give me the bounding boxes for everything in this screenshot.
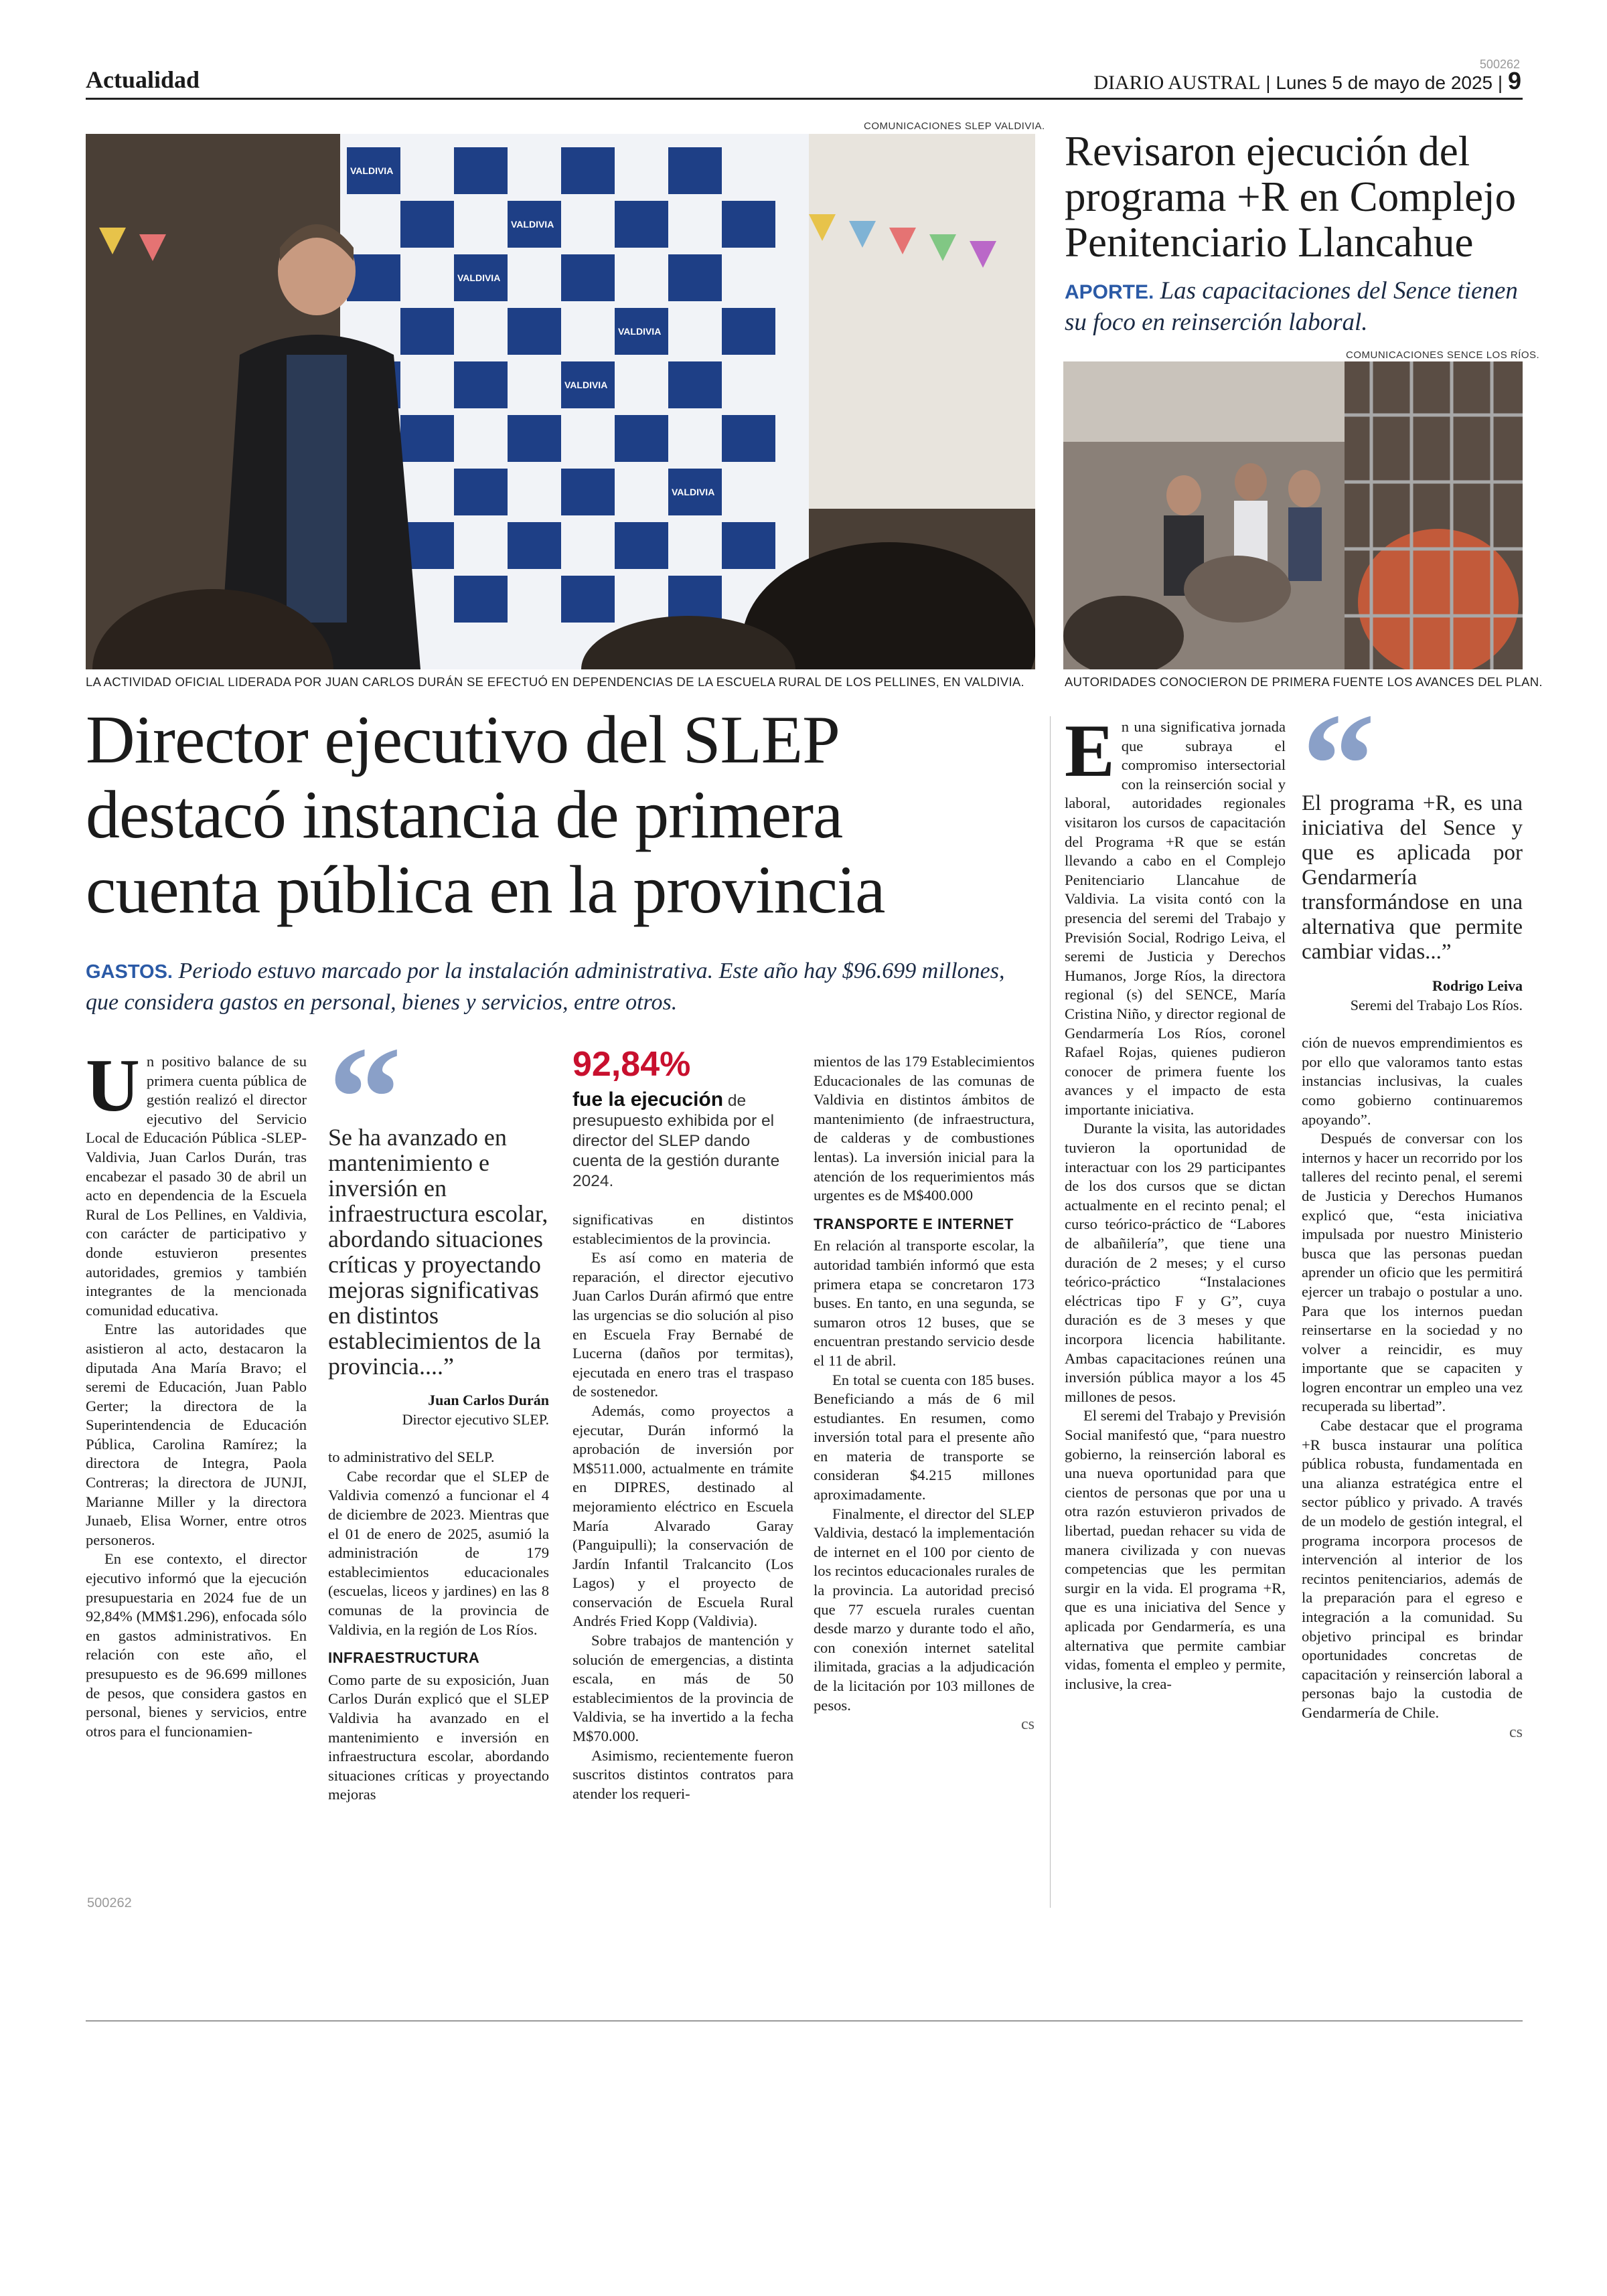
main-paragraph: Como parte de su exposición, Juan Carlos Durán explicó que el SLEP Valdivia ha avanzado en el mantenimiento e inversión en infraestructura escolar, abordando situaciones críticas y proyectando mejoras [328, 1671, 549, 1803]
drop-cap: E [1065, 710, 1115, 793]
drop-cap: U [86, 1044, 140, 1127]
pull-quote: El programa +R, es una iniciativa del Sence y que es aplicada por Gendarmería transformándose en una alternativa que permite cambiar vidas...” [1302, 791, 1523, 964]
main-paragraph: Un positivo balance de su primera cuenta pública de gestión realizó el director ejecutivo del Servicio Local de Educación Pública -SLEP- Valdivia, Juan Carlos Durán, tras encabezar el pasado 30 de abril un acto en dependencia de la Escuela Rural de Los Pellines, en Valdivia, con carácter de participativo y donde estuvieron presentes autoridades, gremios y también integrantes de la mencionada comunidad educativa. [86, 1044, 307, 1319]
main-paragraph: Entre las autoridades que asistieron al acto, destacaron la diputada Ana María Bravo; el seremi de Educación, Juan Pablo Gerter; la directora de la Superintendencia de Educación Pública, Carolina Ramírez; la directora de Integra, Paola Contreras; la directora de JUNJI, Marianne Miller y la directora Junaeb, Elisa Worner, entre otros personeros. [86, 1321, 307, 1548]
quote-role: Seremi del Trabajo Los Ríos. [1350, 996, 1523, 1013]
main-photo-illustration [86, 134, 1035, 669]
main-paragraph: Es así como en materia de reparación, el director ejecutivo Juan Carlos Durán afirmó que entre las urgencias se dio solución al piso en Escuela Fray Bernabé de Lucerna (daños por termitas), ejecutada en enero tras el traspaso de sostenedor. [572, 1249, 793, 1400]
main-paragraph: Cabe recordar que el SLEP de Valdivia comenzó a funcionar el 4 de diciembre de 2023. Mientras que el 01 de enero de 2025, asumió la administración de 179 establecimientos educacionales (escuelas, liceos y jardines) en las 8 comunas de la provincia de Valdivia, en la región de Los Ríos. [328, 1467, 549, 1638]
side-photo-illustration [1063, 361, 1523, 669]
side-photo [1063, 361, 1523, 669]
quote-role: Director ejecutivo SLEP. [402, 1410, 549, 1428]
end-mark-icon: cs [1021, 1716, 1035, 1734]
side-photo-credit: COMUNICACIONES SENCE LOS RÍOS. [1346, 349, 1540, 361]
main-paragraph: En relación al transporte escolar, la autoridad también informó que esta primera etapa se concretaron 173 buses. En tanto, en una segunda, se sumaron otros 12 buses, que se encuentran prestando servicio desde el 11 de abril. [814, 1237, 1035, 1369]
main-headline-line: destacó instancia de primera [86, 777, 843, 853]
side-paragraph: El seremi del Trabajo y Previsión Social manifestó que, “para nuestro gobierno, la reinserción laboral es una nueva oportunidad para que cientos de personas que por una u otra razón estuvieron privados de libertad, puedan rehacer su vida de manera civilizada y con nuevas competencias que les permitan surgir en la vida. El programa +R, que es una iniciativa del Sence y aplicada por Gendarmería, es una alternativa que permite cambiar vidas, fomenta el empleo y permite, inclusive, la crea- [1065, 1407, 1286, 1692]
main-lead-text: Periodo estuvo marcado por la instalación administrativa. Este año hay $96.699 millones, que considera gastos en personal, bienes y servicios, entre otros. [86, 959, 1005, 1015]
side-lead [1065, 276, 1527, 337]
column-divider [1050, 716, 1051, 1908]
side-kicker: APORTE. [1065, 281, 1154, 303]
side-column-2 [1302, 711, 1523, 1742]
section-label: Actualidad [86, 66, 200, 93]
paper-name: DIARIO AUSTRAL [1093, 72, 1261, 94]
quote-author: Juan Carlos Durán [428, 1392, 549, 1408]
side-column-1 [1065, 710, 1286, 1694]
stat-bold: fue la ejecución [572, 1088, 724, 1111]
side-headline [1065, 129, 1527, 265]
main-paragraph: Además, como proyectos a ejecutar, Durán informó la aprobación de inversión por M$511.000, actualmente en trámite en DIPRES, destinado al mejoramiento eléctrico en Escuela María Alvarado Garay (Panguipulli); la conservación de Jardín Infantil Tralcancito (Los Lagos) y el proyecto de conservación de Escuela Rural Andrés Fried Kopp (Valdivia). [572, 1402, 793, 1630]
main-column-2 [328, 1044, 549, 1805]
backdrop-text: VALDIVIA [672, 487, 715, 497]
main-paragraph: Finalmente, el director del SLEP Valdivia, destacó la implementación de internet en el 100 por ciento de los recintos educacionales rurales de la provincia. La autoridad precisó que 77 escuela rurales cuentan desde marzo y durante todo el año, con conexión internet satelital ilimitada, gracias a la adjudicación de la licitación por 103 millones de pesos. [814, 1505, 1035, 1714]
main-paragraph: En ese contexto, el director ejecutivo informó que la ejecución presupuestaria en 2024 fue de un 92,84% (MM$1.296), enfocada sólo en gastos administrativos. En relación con este año, el presupuesto es de 96.699 millones de pesos, que considera gastos en personal, bienes y servicios, entre otros para el funcionamien- [86, 1550, 307, 1740]
backdrop-text: VALDIVIA [511, 219, 554, 230]
side-headline-line: Penitenciario Llancahue [1065, 219, 1474, 266]
main-headline-line: Director ejecutivo del SLEP [86, 702, 840, 778]
main-lead [86, 956, 1037, 1018]
main-paragraph: En total se cuenta con 185 buses. Beneficiando a más de 6 mil estudiantes. En resumen, como inversión total para el presente año en materia de transporte se consideran $4.215 millones aproximadamente. [814, 1371, 1035, 1503]
main-photo [86, 134, 1035, 669]
main-paragraph: mientos de las 179 Establecimientos Educacionales de las comunas de Valdivia en distintos ámbitos de mantenimiento (de infraestructura, de calderas y de combustiones lentas). La inversión inicial para la atención de los requerimientos más urgentes es de M$400.000 [814, 1053, 1035, 1204]
main-column-4 [814, 1052, 1035, 1734]
end-mark-icon: cs [1509, 1723, 1523, 1741]
main-paragraph: significativas en distintos establecimientos de la provincia. [572, 1211, 793, 1247]
separator: | [1266, 72, 1276, 93]
backdrop-text: VALDIVIA [457, 272, 501, 283]
side-paragraph: En una significativa jornada que subraya el compromiso intersectorial con la reinserción social y laboral, autoridades regionales visitaron los cursos de capacitación del Programa +R que se están llevando a cabo en el Complejo Penitenciario Llancahue de Valdivia. La visita contó con la presencia del seremi del Trabajo y Previsión Social, Rodrigo Leiva, el seremi de Justicia y Derechos Humanos, Jorge Ríos, la directora regional (s) del SENCE, María Cristina Niño, y director regional de Gendarmería Los Ríos, coronel Rafael Rojas, quienes pudieron conocer de primera fuente los avances y el impacto de esta importante iniciativa. [1065, 710, 1286, 1118]
main-photo-caption: LA ACTIVIDAD OFICIAL LIDERADA POR JUAN CARLOS DURÁN SE EFECTUÓ EN DEPENDENCIAS DE LA ESCUELA RURAL DE LOS PELLINES, EN VALDIVIA. [86, 675, 1024, 689]
quote-mark-icon [328, 1044, 549, 1125]
main-column-1 [86, 1044, 307, 1741]
pull-quote: Se ha avanzado en mantenimiento e inversión en infraestructura escolar, abordando situaciones críticas y proyectando mejoras significativas en distintos establecimientos de la provincia....” [328, 1124, 548, 1380]
page-code: 500262 [87, 1896, 132, 1910]
side-paragraph: Después de conversar con los internos y hacer un recorrido por los talleres del recinto penal, el seremi de Justicia y Derechos Humanos explicó que, “esta iniciativa impulsada por nuestro Ministerio busca que las personas puedan aprender un oficio que les permitirá ejercer un trabajo o postular a uno. Para que los internos puedan reinsertarse en la sociedad y no volver a reincidir, es muy importante que se capaciten y logren encontrar un empleo una vez recuperada su libertad”. [1302, 1130, 1523, 1415]
main-column-3 [572, 1210, 793, 1803]
side-paragraph: Cabe destacar que el programa +R busca instaurar una política pública robusta, fundamentada en una alianza estratégica entre el sector público y privado. A través de un modelo de gestión integral, el programa incorpora procesos de intervención al interior de los recintos penitenciarios, además de la preparación para el egreso e integración a la comunidad. Su objetivo principal es brindar oportunidades concretas de capacitación y reinserción laboral a personas bajo la custodia de Gendarmería de Chile. [1302, 1417, 1523, 1721]
section-subhead: INFRAESTRUCTURA [328, 1649, 480, 1667]
main-headline [86, 703, 1037, 928]
side-headline-line: Revisaron ejecución del [1065, 128, 1470, 175]
quote-author: Rodrigo Leiva [1432, 977, 1523, 994]
main-paragraph: Sobre trabajos de mantención y solución de emergencias, a distinta escala, en más de 50 establecimientos de la provincia de Valdivia, se ha invertido a la fecha M$70.000. [572, 1632, 793, 1745]
side-paragraph: Durante la visita, las autoridades tuvieron la oportunidad de interactuar con los 29 participantes de los dos cursos que se dictan actualmente en el recinto penal; el curso teórico-práctico de “Labores de albañilería”, que tiene una duración de 2 meses; y el curso teórico-práctico “Instalaciones eléctricas tipo F y G”, cuya duración es de 3 meses y que incorpora licencia habilitante. Ambas capacitaciones reúnen una inversión pública mayor a los 45 millones de pesos. [1065, 1120, 1286, 1405]
main-kicker: GASTOS. [86, 961, 173, 983]
stat-value: 92,84% [572, 1045, 691, 1084]
bottom-rule [86, 2020, 1523, 2022]
side-paragraph: ción de nuevos emprendimientos es por ello que valoramos tanto estas instancias inclusivas, la cuales como gobierno continuaremos apoyando”. [1302, 1034, 1523, 1128]
backdrop-text: VALDIVIA [564, 380, 608, 390]
side-photo-caption: AUTORIDADES CONOCIERON DE PRIMERA FUENTE LOS AVANCES DEL PLAN. [1065, 675, 1543, 689]
backdrop-text: VALDIVIA [618, 326, 662, 337]
side-lead-text: Las capacitaciones del Sence tienen su foco en reinserción laboral. [1065, 277, 1518, 336]
header-rule [86, 98, 1523, 100]
stat-description: fue la ejecución de presupuesto exhibida por el director del SLEP dando cuenta de la gestión durante 2024. [572, 1088, 780, 1190]
main-headline-line: cuenta pública en la provincia [86, 852, 885, 928]
quote-mark-icon [1302, 711, 1523, 791]
side-headline-line: programa +R en Complejo [1065, 173, 1517, 220]
page-code: 500262 [1479, 58, 1520, 71]
main-paragraph: Asimismo, recientemente fueron suscritos distintos contratos para atender los requeri- [572, 1746, 793, 1802]
masthead-info [1093, 67, 1521, 95]
page-number: 9 [1507, 67, 1521, 94]
issue-date: Lunes 5 de mayo de 2025 [1276, 72, 1493, 93]
section-subhead: TRANSPORTE E INTERNET [814, 1215, 1014, 1232]
backdrop-text: VALDIVIA [350, 165, 394, 176]
separator: | [1497, 72, 1508, 93]
main-photo-credit: COMUNICACIONES SLEP VALDIVIA. [864, 120, 1045, 132]
main-paragraph: to administrativo del SELP. [328, 1449, 495, 1466]
